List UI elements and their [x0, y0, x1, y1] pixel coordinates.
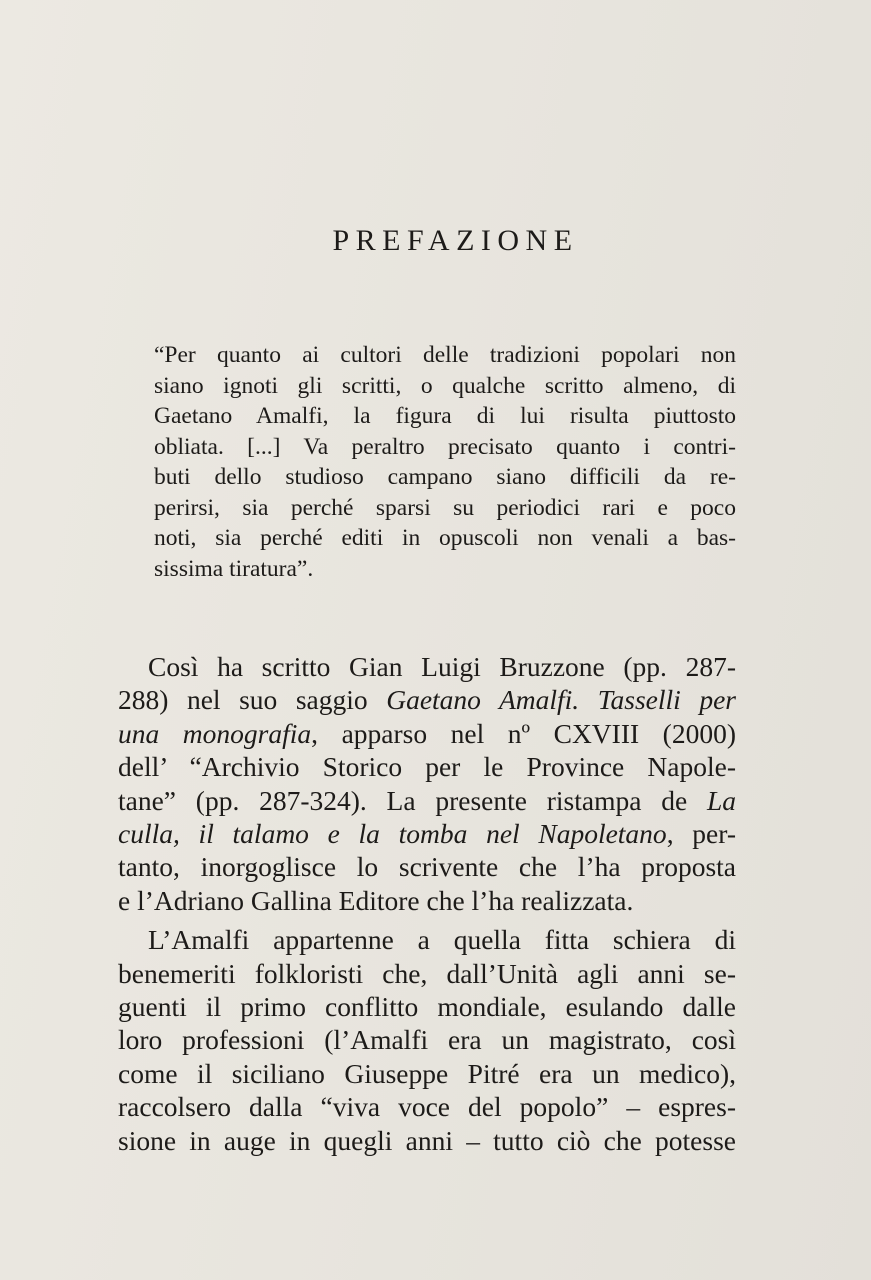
quote-line: Gaetano Amalfi, la figura di lui risulta piuttosto [154, 403, 736, 429]
text-line: tanto, inorgoglisce lo scrivente che l’ha proposta [118, 851, 736, 883]
block-quote [154, 340, 736, 584]
text-line: guenti il primo conflitto mondiale, esulando dalle [118, 991, 736, 1023]
quote-line: obliata. [...] Va peraltro precisato quanto i contri- [154, 433, 736, 460]
text-line: L’Amalfi appartenne a quella fitta schiera di [148, 924, 736, 956]
text-line: sione in auge in quegli anni – tutto ciò che potesse [118, 1124, 736, 1156]
quote-line: noti, sia perché editi in opuscoli non venali a bas- [154, 525, 736, 551]
quote-line: buti dello studioso campano siano difficili da re- [154, 464, 736, 490]
italic-title: La [706, 784, 736, 816]
text-line: Così ha scritto Gian Luigi Bruzzone (pp. 287- [148, 651, 736, 682]
italic-title: Gaetano Amalfi. Tasselli per [386, 684, 736, 716]
text-line: loro professioni (l’Amalfi era un magistrato, così [118, 1024, 736, 1056]
text-run: tane” (pp. 287-324). La presente ristampa de [118, 784, 707, 816]
text-line: e l’Adriano Gallina Editore che l’ha realizzata. [118, 884, 634, 916]
text-line: raccolsero dalla “viva voce del popolo” – espres- [118, 1091, 736, 1123]
text-line [118, 717, 736, 750]
italic-title: una monografia [118, 717, 312, 749]
italic-title: culla, il talamo e la tomba nel Napoletano [118, 818, 667, 850]
text-line [118, 784, 736, 817]
paragraph-1 [118, 650, 736, 917]
text-line: benemeriti folkloristi che, dall’Unità agli anni se- [118, 957, 736, 989]
quote-line: sissima tiratura”. [154, 555, 314, 582]
quote-line: perirsi, sia perché sparsi su periodici rari e poco [154, 494, 736, 521]
text-line [118, 683, 736, 716]
text-run: , per- [666, 818, 736, 850]
quote-line: “Per quanto ai cultori delle tradizioni popolari non [154, 342, 736, 368]
paragraph-2 [118, 923, 736, 1157]
body-text [118, 650, 736, 1157]
quote-line: siano ignoti gli scritti, o qualche scritto almeno, di [154, 372, 736, 399]
text-line: come il siciliano Giuseppe Pitré era un medico), [118, 1057, 736, 1089]
text-line: dell’ “Archivio Storico per le Province Napole- [118, 751, 736, 783]
page-heading: PREFAZIONE [332, 224, 579, 257]
text-line [118, 817, 736, 850]
text-run: 288) nel suo saggio [118, 684, 387, 716]
text-run: , apparso nel nº CXVIII (2000) [311, 717, 736, 749]
